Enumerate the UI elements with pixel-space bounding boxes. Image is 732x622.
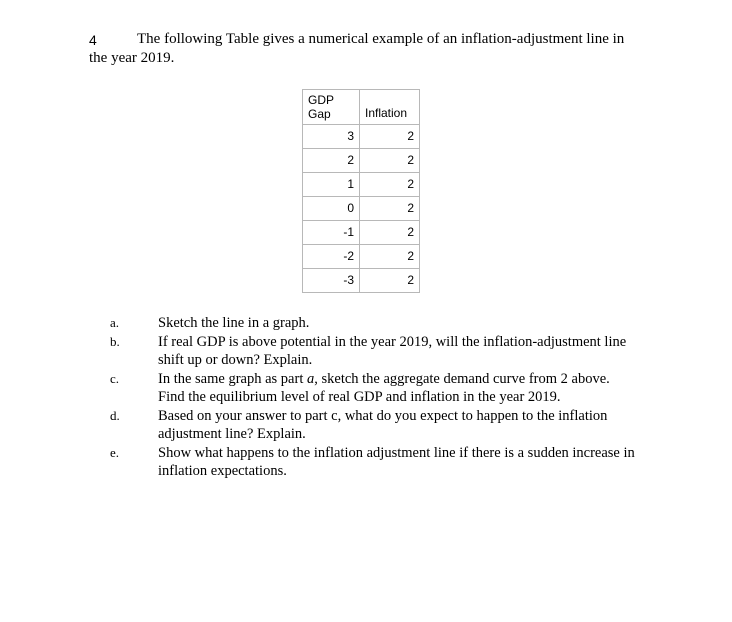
item-text: Show what happens to the inflation adjustment line if there is a sudden increase in inflation expectations.: [158, 444, 635, 479]
item-label: a.: [110, 315, 120, 330]
cell-gdp-gap: 1: [303, 173, 360, 197]
cell-inflation: 2: [360, 197, 420, 221]
item-label: b.: [110, 333, 120, 349]
question-parts-list: [110, 314, 650, 481]
table-row: [303, 197, 420, 221]
header-gdp-gap: GDP Gap: [303, 90, 360, 125]
item-text: Based on your answer to part c, what do you expect to happen to the inflation adjustment line? Explain.: [158, 407, 608, 442]
question-intro-line-1: The following Table gives a numerical example of an inflation-adjustment line in: [137, 31, 625, 47]
list-item-e: [110, 444, 650, 481]
cell-gdp-gap: -3: [303, 269, 360, 293]
list-item-d: [110, 407, 650, 444]
cell-inflation: 2: [360, 245, 420, 269]
cell-gdp-gap: -2: [303, 245, 360, 269]
cell-inflation: 2: [360, 173, 420, 197]
cell-inflation: 2: [360, 269, 420, 293]
item-label: d.: [110, 407, 120, 423]
list-item-c: [110, 370, 650, 407]
item-label: e.: [110, 444, 120, 460]
cell-gdp-gap: 2: [303, 149, 360, 173]
table-row: [303, 125, 420, 149]
item-text-after: , sketch the aggregate demand curve from 2 above. Find the equilibrium level of real GDP and inflation in the year 2019.: [158, 370, 610, 405]
table-row: [303, 173, 420, 197]
item-text: [158, 370, 638, 407]
table-row: [303, 245, 420, 269]
cell-gdp-gap: -1: [303, 221, 360, 245]
cell-inflation: 2: [360, 149, 420, 173]
table-row: [303, 269, 420, 293]
question-number: 4: [89, 32, 97, 48]
table-row: [303, 221, 420, 245]
cell-inflation: 2: [360, 125, 420, 149]
item-text-emphasis: a: [306, 370, 315, 387]
cell-gdp-gap: 3: [303, 125, 360, 149]
item-text-before: In the same graph as part: [158, 370, 307, 387]
item-text: Sketch the line in a graph.: [158, 315, 310, 331]
item-label: c.: [110, 370, 120, 386]
cell-gdp-gap: 0: [303, 197, 360, 221]
inflation-adjustment-table: [302, 89, 420, 293]
table-row: [303, 149, 420, 173]
question-intro-line-2: the year 2019.: [89, 50, 175, 66]
header-inflation: Inflation: [360, 90, 420, 125]
cell-inflation: 2: [360, 221, 420, 245]
table-header-row: [303, 90, 420, 125]
list-item-b: [110, 333, 650, 370]
item-text: If real GDP is above potential in the year 2019, will the inflation-adjustment line shift up or down? Explain.: [158, 333, 627, 368]
list-item-a: [110, 314, 650, 333]
